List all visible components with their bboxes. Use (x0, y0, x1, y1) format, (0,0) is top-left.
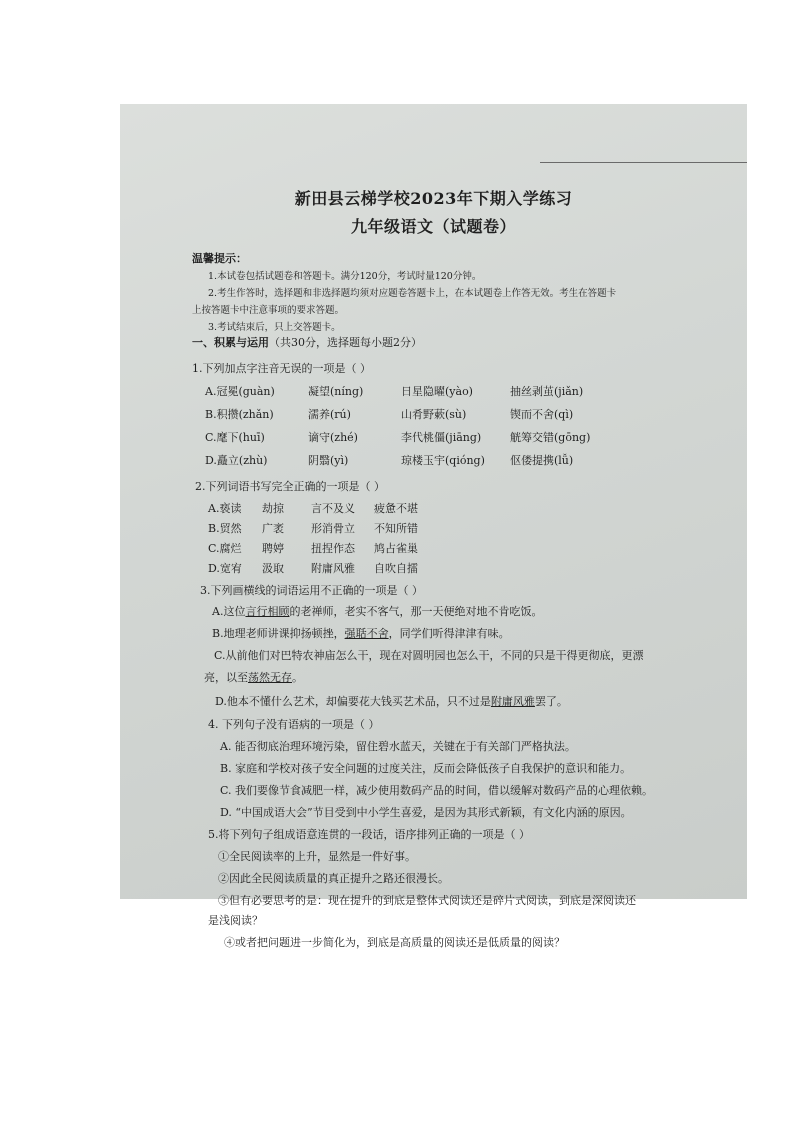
q3-option-c: C.从前他们对巴特农神庙怎么干，现在对圆明园也怎么干，不同的只是干得更彻底，更漂 (214, 649, 644, 662)
q2-option: 汲取 (262, 562, 284, 575)
q2-option: 自吹自擂 (374, 562, 418, 575)
tip-line: 1.本试卷包括试题卷和答题卡。满分120分，考试时量120分钟。 (208, 271, 482, 282)
tip-line: 上按答题卡中注意事项的要求答题。 (192, 305, 345, 316)
q2-option: 聘婷 (262, 542, 284, 555)
q3-option-b (212, 625, 510, 641)
q3-b-underlined: 强聒不舍 (344, 627, 389, 640)
question-5-stem: 5.将下列句子组成语意连贯的一段话，语序排列正确的一项是（ ） (208, 828, 530, 841)
section-title: 一、积累与运用 (192, 336, 269, 349)
q2-option: C.腐烂 (208, 542, 242, 555)
q3-c-text-end: 。 (292, 671, 303, 684)
q4-option-a: A. 能否彻底治理环境污染，留住碧水蓝天，关键在于有关部门严格执法。 (220, 740, 576, 753)
question-3-stem: 3.下列画横线的词语运用不正确的一项是（ ） (200, 584, 423, 597)
q3-c-text: 亮，以至 (204, 671, 248, 684)
q4-option-c: C. 我们要像节食减肥一样，减少使用数码产品的时间，借以缓解对数码产品的心理依赖。 (220, 784, 654, 797)
section-heading (192, 334, 422, 350)
section-note: （共30分，选择题每小题2分） (269, 336, 422, 349)
q3-a-text: A.这位 (212, 605, 246, 618)
scanned-exam-photo (120, 104, 747, 949)
q5-sentence-cont: 是浅阅读？ (208, 914, 263, 927)
q2-option: B.贸然 (208, 522, 242, 535)
q2-option: 鸠占雀巢 (374, 542, 418, 555)
q1-option: 李代桃僵(jiāng) (401, 431, 482, 444)
q3-d-text-end: 罢了。 (534, 695, 568, 708)
q3-option-d (215, 693, 568, 709)
q5-sentence: ③但有必要思考的是：现在提升的到底是整体式阅读还是碎片式阅读，到底是深阅读还 (218, 894, 636, 907)
question-2-stem: 2.下列词语书写完全正确的一项是（ ） (195, 480, 385, 493)
q4-option-d: D. “中国成语大会”节目受到中小学生喜爱，是因为其形式新颖，有文化内涵的原因。 (220, 806, 632, 819)
q2-option: 不知所错 (374, 522, 418, 535)
q5-sentence: ②因此全民阅读质量的真正提升之路还很漫长。 (218, 872, 449, 885)
q1-option: 觥筹交错(gōng) (510, 431, 591, 444)
q3-option-a (212, 603, 542, 619)
q1-option: 山肴野蔌(sù) (401, 408, 467, 421)
q3-d-text: D.他本不懂什么艺术，却偏要花大钱买艺术品，只不过是 (215, 695, 491, 708)
q1-option: C.麾下(huī) (205, 431, 265, 444)
q2-option: D.宽宥 (208, 562, 242, 575)
top-rule (540, 162, 747, 163)
q1-option: 阴翳(yì) (308, 454, 349, 467)
q3-a-underlined: 言行相顾 (245, 605, 290, 618)
q3-option-c-cont (204, 669, 303, 685)
q3-c-underlined: 荡然无存 (248, 671, 292, 684)
tips-heading: 温馨提示： (192, 252, 247, 265)
q1-option: A.冠冕(guàn) (205, 385, 275, 398)
q1-option: 日星隐曜(yào) (401, 385, 473, 398)
q2-option: 疲惫不堪 (374, 502, 418, 515)
exam-subtitle: 九年级语文（试题卷） (350, 217, 516, 236)
q3-b-text: B.地理老师讲课抑扬顿挫， (212, 627, 345, 640)
q2-option: A.亵读 (208, 502, 242, 515)
q2-option: 形消骨立 (311, 522, 355, 535)
q1-option: 濡养(rú) (308, 408, 351, 421)
q2-option: 附庸风雅 (311, 562, 355, 575)
q2-option: 言不及义 (311, 502, 355, 515)
q2-option: 扭捏作态 (311, 542, 355, 555)
q1-option: D.矗立(zhù) (205, 454, 268, 467)
q3-d-underlined: 附庸风雅 (490, 695, 535, 708)
q1-option: 伛偻提携(lǚ) (510, 454, 574, 467)
q1-option: B.积攒(zhǎn) (205, 408, 274, 421)
tip-line: 2.考生作答时，选择题和非选择题均须对应题卷答题卡上，在本试题卷上作答无效。考生在答题卡 (208, 288, 617, 299)
exam-title: 新田县云梯学校2023年下期入学练习 (294, 189, 573, 208)
q2-option: 劫掠 (262, 502, 284, 515)
q3-a-text-end: 的老禅师，老实不客气，那一天便绝对地不肯吃饭。 (289, 605, 543, 618)
tip-line: 3.考试结束后，只上交答题卡。 (208, 322, 341, 333)
q1-option: 锲而不舍(qì) (510, 408, 574, 421)
q3-b-text-end: ，同学们听得津津有味。 (388, 627, 510, 640)
q4-option-b: B. 家庭和学校对孩子安全问题的过度关注，反而会降低孩子自我保护的意识和能力。 (220, 762, 632, 775)
q5-sentence: ④或者把问题进一步简化为，到底是高质量的阅读还是低质量的阅读？ (224, 936, 565, 949)
q1-option: 抽丝剥茧(jiǎn) (510, 385, 584, 398)
q5-sentence: ①全民阅读率的上升，显然是一件好事。 (218, 850, 416, 863)
q1-option: 谪守(zhé) (308, 431, 358, 444)
question-1-stem: 1.下列加点字注音无误的一项是（ ） (192, 362, 371, 375)
q1-option: 凝望(níng) (308, 385, 364, 398)
q2-option: 广袤 (262, 522, 284, 535)
q1-option: 琼楼玉宇(qióng) (401, 454, 485, 467)
question-4-stem: 4. 下列句子没有语病的一项是（ ） (208, 718, 380, 731)
